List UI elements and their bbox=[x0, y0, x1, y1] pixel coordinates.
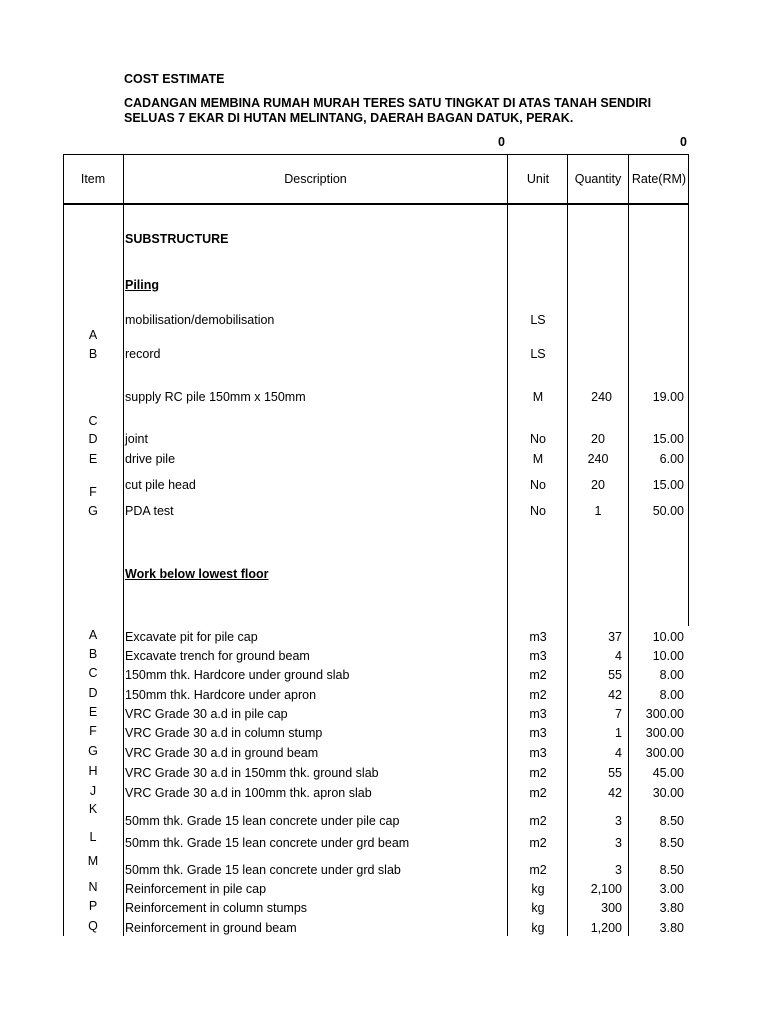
row-unit: No bbox=[530, 432, 546, 446]
row-rate: 45.00 bbox=[652, 766, 684, 780]
row-description: cut pile head bbox=[125, 478, 196, 492]
section-heading-piling: Piling bbox=[125, 278, 160, 292]
header-value-left: 0 bbox=[498, 135, 505, 149]
item-letter: K bbox=[88, 802, 98, 816]
row-rate: 30.00 bbox=[652, 786, 684, 800]
item-letter: B bbox=[88, 347, 98, 361]
row-quantity: 42 bbox=[608, 786, 622, 800]
row-description: 150mm thk. Hardcore under ground slab bbox=[125, 668, 350, 682]
row-description: 50mm thk. Grade 15 lean concrete under grd slab bbox=[125, 863, 401, 877]
row-unit: m2 bbox=[529, 688, 547, 702]
row-unit: LS bbox=[530, 347, 546, 361]
item-letter: G bbox=[88, 504, 98, 518]
row-description: Reinforcement in pile cap bbox=[125, 882, 267, 896]
row-unit: kg bbox=[531, 901, 545, 915]
row-rate: 3.80 bbox=[659, 901, 684, 915]
row-rate: 15.00 bbox=[652, 432, 684, 446]
row-description: VRC Grade 30 a.d in pile cap bbox=[125, 707, 288, 721]
item-letter: E bbox=[88, 705, 98, 719]
row-rate: 6.00 bbox=[659, 452, 684, 466]
row-quantity: 240 bbox=[591, 390, 612, 404]
column-header-unit: Unit bbox=[526, 172, 550, 186]
item-letter: D bbox=[88, 432, 98, 446]
item-letter: H bbox=[88, 764, 98, 778]
row-quantity: 4 bbox=[615, 746, 622, 760]
project-title-line-2: SELUAS 7 EKAR DI HUTAN MELINTANG, DAERAH BAGAN DATUK, PERAK. bbox=[124, 111, 574, 125]
header-value-right: 0 bbox=[680, 135, 687, 149]
row-unit: M bbox=[532, 390, 544, 404]
row-unit: m2 bbox=[529, 786, 547, 800]
column-border bbox=[123, 154, 124, 936]
row-quantity: 1 bbox=[594, 504, 602, 518]
row-unit: m2 bbox=[529, 836, 547, 850]
row-unit: kg bbox=[531, 882, 545, 896]
row-description: joint bbox=[125, 432, 148, 446]
row-quantity: 1,200 bbox=[590, 921, 622, 935]
item-letter: C bbox=[88, 666, 98, 680]
row-rate: 300.00 bbox=[645, 726, 684, 740]
row-description: 150mm thk. Hardcore under apron bbox=[125, 688, 317, 702]
column-border bbox=[63, 154, 64, 936]
row-unit: m2 bbox=[529, 814, 547, 828]
column-header-description: Description bbox=[284, 172, 347, 186]
item-letter: A bbox=[88, 328, 98, 342]
row-description: mobilisation/demobilisation bbox=[125, 313, 275, 327]
row-rate: 3.00 bbox=[659, 882, 684, 896]
row-description: Excavate pit for pile cap bbox=[125, 630, 258, 644]
row-description: Excavate trench for ground beam bbox=[125, 649, 310, 663]
row-rate: 10.00 bbox=[652, 630, 684, 644]
row-description: 50mm thk. Grade 15 lean concrete under grd beam bbox=[125, 836, 410, 850]
row-rate: 50.00 bbox=[652, 504, 684, 518]
row-quantity: 7 bbox=[615, 707, 622, 721]
row-rate: 8.50 bbox=[659, 814, 684, 828]
item-letter: L bbox=[89, 830, 97, 844]
row-rate: 300.00 bbox=[645, 707, 684, 721]
row-quantity: 4 bbox=[615, 649, 622, 663]
row-quantity: 3 bbox=[615, 863, 622, 877]
row-unit: m2 bbox=[529, 668, 547, 682]
column-header-rate: Rate(RM) bbox=[631, 172, 687, 186]
row-unit: kg bbox=[531, 921, 545, 935]
row-rate: 8.50 bbox=[659, 863, 684, 877]
row-quantity: 3 bbox=[615, 836, 622, 850]
row-quantity: 2,100 bbox=[590, 882, 622, 896]
row-rate: 300.00 bbox=[645, 746, 684, 760]
row-unit: m2 bbox=[529, 863, 547, 877]
row-quantity: 55 bbox=[608, 766, 622, 780]
project-title-line-1: CADANGAN MEMBINA RUMAH MURAH TERES SATU TINGKAT DI ATAS TANAH SENDIRI bbox=[124, 96, 652, 110]
column-border bbox=[688, 154, 689, 626]
section-heading-substructure: SUBSTRUCTURE bbox=[125, 232, 229, 246]
row-rate: 19.00 bbox=[652, 390, 684, 404]
item-letter: B bbox=[88, 647, 98, 661]
row-quantity: 20 bbox=[591, 478, 605, 492]
row-unit: M bbox=[532, 452, 544, 466]
row-description: PDA test bbox=[125, 504, 174, 518]
row-description: supply RC pile 150mm x 150mm bbox=[125, 390, 306, 404]
row-rate: 8.00 bbox=[659, 668, 684, 682]
item-letter: Q bbox=[88, 919, 98, 933]
item-letter: D bbox=[88, 686, 98, 700]
row-quantity: 3 bbox=[615, 814, 622, 828]
item-letter: G bbox=[88, 744, 98, 758]
row-unit: No bbox=[530, 478, 546, 492]
item-letter: P bbox=[88, 899, 98, 913]
row-unit: m3 bbox=[529, 630, 547, 644]
document-title: COST ESTIMATE bbox=[124, 72, 225, 86]
row-description: VRC Grade 30 a.d in ground beam bbox=[125, 746, 319, 760]
row-quantity: 37 bbox=[608, 630, 622, 644]
item-letter: E bbox=[88, 452, 98, 466]
section-heading-work-below: Work below lowest floor bbox=[125, 567, 269, 581]
item-letter: N bbox=[88, 880, 98, 894]
row-unit: m3 bbox=[529, 726, 547, 740]
row-unit: m3 bbox=[529, 707, 547, 721]
row-description: drive pile bbox=[125, 452, 176, 466]
row-quantity: 55 bbox=[608, 668, 622, 682]
row-unit: m3 bbox=[529, 746, 547, 760]
row-description: Reinforcement in column stumps bbox=[125, 901, 308, 915]
row-description: 50mm thk. Grade 15 lean concrete under pile cap bbox=[125, 814, 400, 828]
item-letter: F bbox=[89, 485, 97, 499]
table-top-border bbox=[63, 154, 689, 155]
row-description: VRC Grade 30 a.d in column stump bbox=[125, 726, 323, 740]
item-letter: C bbox=[88, 414, 98, 428]
row-description: record bbox=[125, 347, 161, 361]
row-quantity: 240 bbox=[587, 452, 609, 466]
row-unit: No bbox=[530, 504, 546, 518]
row-rate: 10.00 bbox=[652, 649, 684, 663]
column-header-item: Item bbox=[80, 172, 106, 186]
row-quantity: 300 bbox=[601, 901, 622, 915]
row-unit: m3 bbox=[529, 649, 547, 663]
item-letter: J bbox=[89, 784, 97, 798]
header-bottom-border bbox=[63, 203, 689, 205]
row-unit: m2 bbox=[529, 766, 547, 780]
row-unit: LS bbox=[530, 313, 546, 327]
row-quantity: 42 bbox=[608, 688, 622, 702]
row-description: VRC Grade 30 a.d in 100mm thk. apron slab bbox=[125, 786, 372, 800]
row-rate: 3.80 bbox=[659, 921, 684, 935]
row-rate: 15.00 bbox=[652, 478, 684, 492]
column-header-quantity: Quantity bbox=[574, 172, 622, 186]
row-quantity: 1 bbox=[615, 726, 622, 740]
row-rate: 8.50 bbox=[659, 836, 684, 850]
row-quantity: 20 bbox=[591, 432, 605, 446]
row-description: VRC Grade 30 a.d in 150mm thk. ground slab bbox=[125, 766, 379, 780]
item-letter: A bbox=[88, 628, 98, 642]
row-rate: 8.00 bbox=[659, 688, 684, 702]
item-letter: M bbox=[87, 854, 99, 868]
item-letter: F bbox=[89, 724, 97, 738]
row-description: Reinforcement in ground beam bbox=[125, 921, 297, 935]
